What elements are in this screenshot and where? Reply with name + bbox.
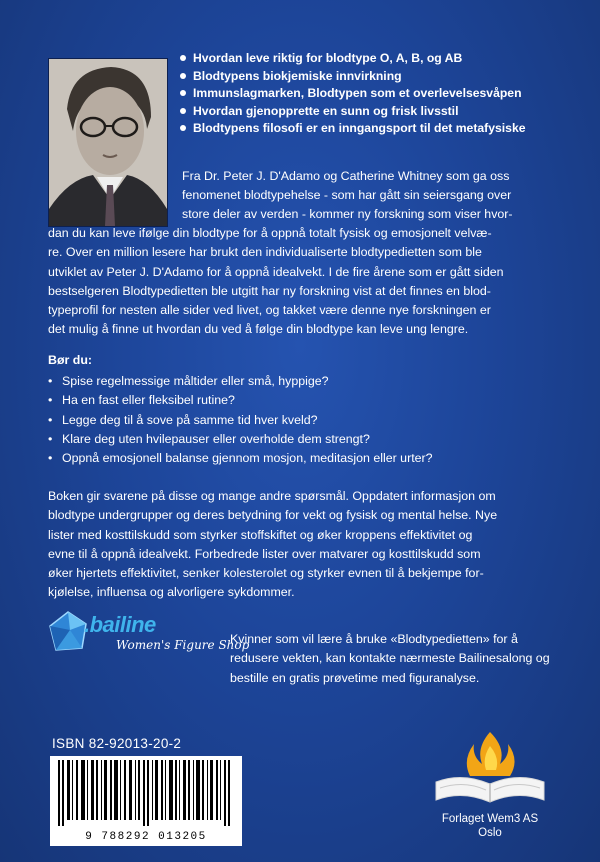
text-line: redusere vekten, kan kontakte nærmeste Bailinesalong og: [230, 651, 550, 666]
feature-item: Blodtypens filosofi er en inngangsport til det metafysiske: [180, 120, 580, 138]
question-item: • Ha en fast eller fleksibel rutine?: [48, 391, 568, 410]
text-line: store deler av verden - kommer ny forskning som viser hvor-: [182, 207, 513, 222]
open-book-flame-icon: [432, 726, 548, 810]
question-item: • Spise regelmessige måltider eller små, hyppige?: [48, 372, 568, 391]
text-line: bestselgeren Blodtypedietten ble utgitt har ny forskning vist at det finnes en blod-: [48, 283, 491, 298]
text-line: dan du kan leve ifølge din blodtype for å oppnå totalt fysisk og emosjonelt velvæ-: [48, 226, 492, 240]
isbn: ISBN 82-92013-20-2: [52, 736, 182, 751]
feature-item: Immunslagmarken, Blodtypen som et overlevelsesvåpen: [180, 85, 580, 103]
feature-item: Hvordan gjenopprette en sunn og frisk livsstil: [180, 103, 580, 121]
publisher-name: Forlaget Wem3 AS: [441, 813, 539, 825]
feature-item: Blodtypens biokjemiske innvirkning: [180, 68, 580, 86]
text-line: fenomenet blodtypehelse - som har gått sin seiersgang over: [182, 188, 512, 203]
text-line: bestille en gratis prøvetime med figuranalyse.: [230, 670, 480, 685]
text-line: re. Over en million lesere har brukt den individualiserte blodtypedietten som ble: [48, 245, 482, 260]
text-line: lister med kosttilskudd som styrker stoffskiftet og øker kroppens effektivitet og: [48, 527, 473, 542]
bailine-logo-tagline: Women's Figure Shop: [116, 638, 250, 652]
intro-paragraph: [182, 167, 562, 225]
bailine-logo-name: .bailine: [84, 612, 156, 637]
barcode-number: 9 788292 013205: [85, 831, 207, 843]
feature-item: Hvordan leve riktig for blodtype O, A, B, og AB: [180, 50, 580, 68]
feature-list: [180, 50, 580, 138]
text-line: kjølelse, influensa og alvorligere sykdommer.: [48, 585, 295, 600]
questions-heading: Bør du:: [48, 353, 93, 367]
text-line: Fra Dr. Peter J. D'Adamo og Catherine Whitney som ga oss: [182, 169, 510, 183]
question-item: • Legge deg til å sove på samme tid hver kveld?: [48, 411, 568, 430]
publisher-logo: [432, 726, 548, 810]
barcode: [50, 756, 242, 846]
question-item: • Klare deg uten hvilepauser eller overholde dem strengt?: [48, 430, 568, 449]
bailine-logo: [46, 610, 250, 670]
barcode-bars: [58, 760, 234, 826]
bailine-paragraph: [230, 630, 560, 688]
question-item: • Oppnå emosjonell balanse gjennom mosjon, meditasjon eller urter?: [48, 449, 568, 468]
questions-list: [48, 372, 568, 468]
publisher-info: [430, 812, 550, 840]
text-line: Boken gir svarene på disse og mange andre spørsmål. Oppdatert informasjon om: [48, 489, 496, 503]
text-line: øker hjertets effektivitet, senker kolesterolet og styrker evnen til å bekjempe for-: [48, 566, 484, 581]
author-portrait: [48, 58, 168, 227]
text-line: utviklet av Peter J. D'Adamo for å oppnå idealvekt. I de fire årene som er gått siden: [48, 264, 504, 279]
text-line: det mulig å finne ut hvordan du ved å følge din blodtype kan leve ung lengre.: [48, 322, 469, 337]
description-paragraph: [48, 487, 562, 603]
publisher-city: Oslo: [478, 827, 502, 839]
text-line: typeprofil for nesten alle sider ved livet, og takket være denne nye forskningen er: [48, 303, 491, 318]
text-line: blodtype undergrupper og deres betydning for vekt og fysisk og mental helse. Nye: [48, 508, 498, 523]
text-line: evne til å oppnå idealvekt. Forbedrede lister over matvarer og kosttilskudd som: [48, 546, 481, 561]
intro-paragraph-continued: [48, 224, 560, 340]
text-line: Kvinner som vil lære å bruke «Blodtypedietten» for å: [230, 632, 518, 646]
